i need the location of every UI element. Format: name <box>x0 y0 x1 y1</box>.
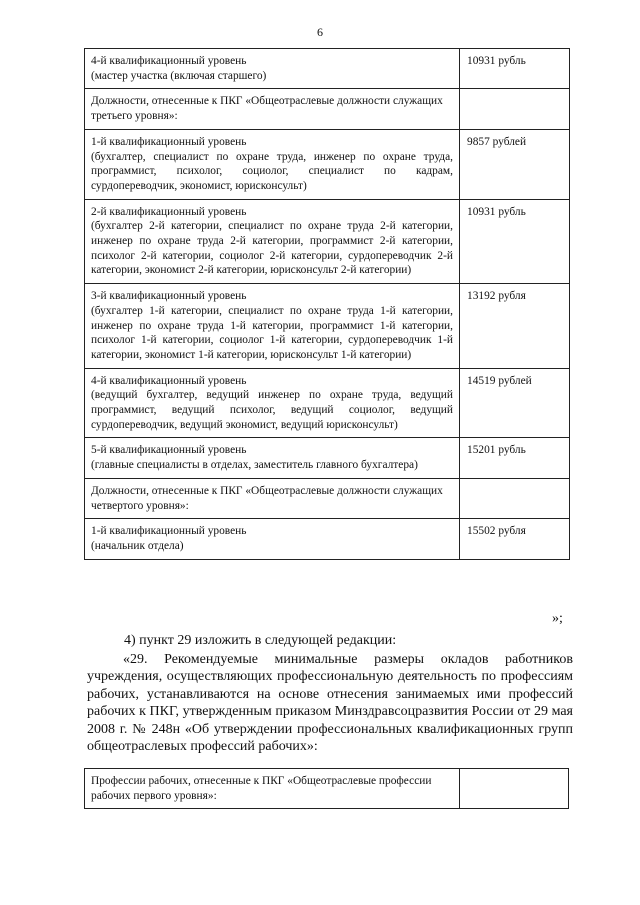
salary-amount: 13192 рубля <box>460 284 570 369</box>
position-cell <box>85 284 460 369</box>
qualification-level: 2-й квалификационный уровень <box>91 205 247 218</box>
position-cell <box>85 49 460 89</box>
group-heading: Должности, отнесенные к ПКГ «Общеотраслевые должности служащих четвертого уровня»: <box>91 484 443 512</box>
table-row <box>85 438 570 478</box>
salary-table-body <box>85 49 570 560</box>
salary-amount <box>460 769 569 809</box>
salary-amount: 10931 рубль <box>460 199 570 284</box>
qualification-level: 5-й квалификационный уровень <box>91 444 247 457</box>
paragraph-item-29: «29. Рекомендуемые минимальные размеры окладов работников учреждения, осуществляющих профессиональную деятельность по профессиям рабочих, устанавливаются на основе отнесения занимаемых ими профессий рабочих к ПКГ, утвержденным приказом Минздравсоцразвития России от 29 мая 2008 г. № 248н «Об утверждении профессиональных квалификационных групп общеотраслевых профессий рабочих»: <box>87 652 573 755</box>
table-row <box>85 368 570 438</box>
paragraph-item-4: 4) пункт 29 изложить в следующей редакции: <box>124 633 397 648</box>
position-cell <box>85 438 460 478</box>
group-heading: Должности, отнесенные к ПКГ «Общеотраслевые должности служащих третьего уровня»: <box>91 95 443 123</box>
salary-amount <box>460 89 570 129</box>
table-row <box>85 89 570 129</box>
qualification-level: 4-й квалификационный уровень <box>91 374 247 387</box>
position-list: (мастер участка (включая старшего) <box>91 69 267 82</box>
salary-amount: 15201 рубль <box>460 438 570 478</box>
profession-group-cell: Профессии рабочих, отнесенные к ПКГ «Общеотраслевые профессии рабочих первого уровня»: <box>85 769 460 809</box>
page-number: 6 <box>317 25 323 39</box>
worker-professions-table-body <box>85 769 569 809</box>
salary-amount: 14519 рублей <box>460 368 570 438</box>
table-row <box>85 129 570 199</box>
salary-amount <box>460 478 570 518</box>
table-row <box>85 199 570 284</box>
qualification-level: 1-й квалификационный уровень <box>91 525 247 538</box>
salary-amount: 10931 рубль <box>460 49 570 89</box>
position-list: (бухгалтер 1-й категории, специалист по охране труда 1-й категории, инженер по охране труда 1-й категории, программист 1-й категории, психолог 1-й категории, социолог 1-й категории, сурдопереводчик 1-й категории, экономист 1-й категории, юрисконсульт 1-й категории) <box>91 304 453 361</box>
position-list: (бухгалтер, специалист по охране труда, инженер по охране труда, программист, психолог, социолог, специалист по кадрам, сурдопереводчик, экономист, юрисконсульт) <box>91 150 453 192</box>
position-cell <box>85 199 460 284</box>
position-cell <box>85 368 460 438</box>
worker-professions-table <box>84 768 569 809</box>
position-cell <box>85 519 460 559</box>
position-list: (начальник отдела) <box>91 539 184 552</box>
table-row <box>85 519 570 559</box>
qualification-level: 3-й квалификационный уровень <box>91 290 247 303</box>
closing-quote-mark: »; <box>552 611 563 626</box>
position-list: (ведущий бухгалтер, ведущий инженер по охране труда, ведущий программист, ведущий психолог, ведущий социолог, ведущий сурдопереводчик, ведущий экономист, ведущий юрисконсульт) <box>91 389 453 431</box>
position-cell <box>85 89 460 129</box>
salary-table <box>84 48 570 560</box>
qualification-level: 4-й квалификационный уровень <box>91 55 247 67</box>
position-cell <box>85 129 460 199</box>
table-row <box>85 769 569 809</box>
table-row <box>85 284 570 369</box>
salary-amount: 15502 рубля <box>460 519 570 559</box>
position-list: (бухгалтер 2-й категории, специалист по охране труда 2-й категории, инженер по охране труда 2-й категории, программист 2-й категории, психолог 2-й категории, социолог 2-й категории, сурдопереводчик 2-й категории, экономист 2-й категории, юрисконсульт 2-й категории) <box>91 220 453 277</box>
position-list: (главные специалисты в отделах, заместитель главного бухгалтера) <box>91 459 418 472</box>
salary-amount: 9857 рублей <box>460 129 570 199</box>
table-row <box>85 49 570 89</box>
qualification-level: 1-й квалификационный уровень <box>91 135 247 148</box>
position-cell <box>85 478 460 518</box>
table-row <box>85 478 570 518</box>
